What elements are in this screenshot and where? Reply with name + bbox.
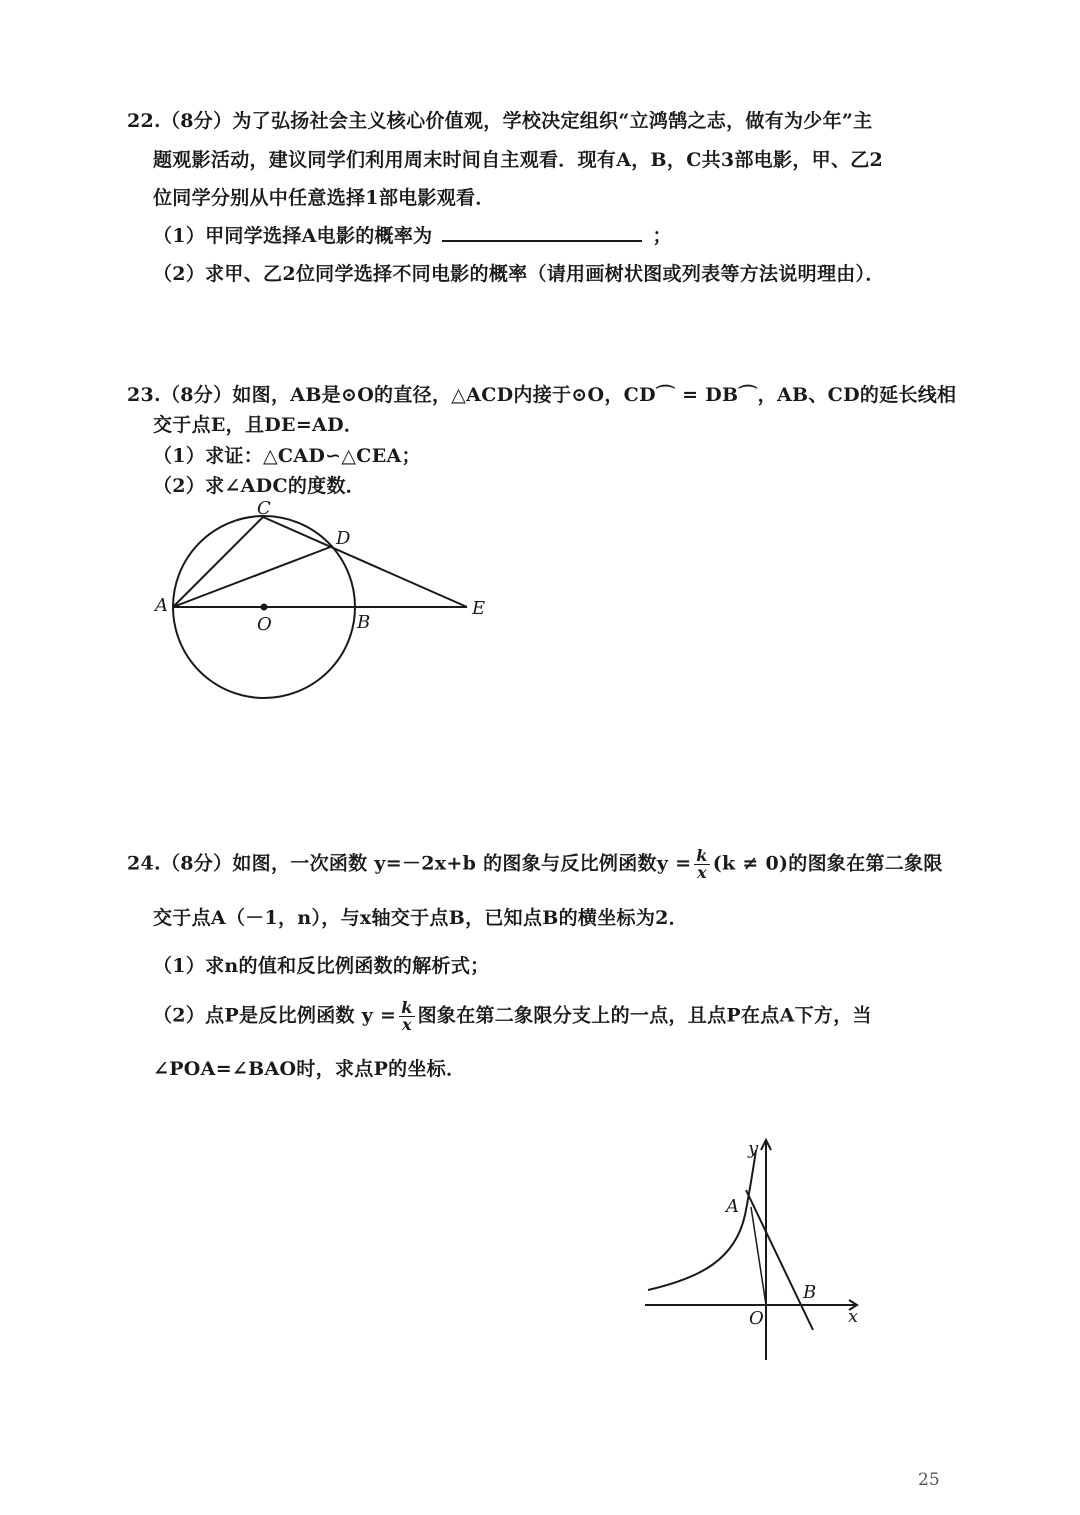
q24-line1-text: 24.（8分）如图，一次函数 y=－2x+b 的图象与反比例函数y = [127,852,692,875]
fraction-denominator: x [401,1015,412,1034]
label-b: B [357,612,371,633]
line-ac [173,517,263,607]
q24-part2-text: （2）点P是反比例函数 y = [153,1004,397,1027]
label-d: D [336,528,351,549]
label-o: O [257,614,272,635]
q23-line2: 交于点E，且DE=AD． [153,414,364,436]
q22-part2: （2）求甲、乙2位同学选择不同电影的概率（请用画树状图或列表等方法说明理由）． [153,263,885,285]
graph-label-a: A [726,1196,739,1217]
q22-line2: 题观影活动，建议同学们利用周末时间自主观看．现有A，B，C共3部电影，甲、乙2 [153,149,884,171]
q24-line5: ∠POA=∠BAO时，求点P的坐标． [153,1058,466,1080]
graph-label-y: y [748,1138,759,1159]
label-e: E [472,598,486,619]
q22-line1: 22.（8分）为了弘扬社会主义核心价值观，学校决定组织“立鸿鹄之志，做有为少年”主 [127,110,873,132]
graph-label-b: B [803,1282,817,1303]
q23-part2: （2）求∠ADC的度数． [153,475,366,497]
graph-label-x: x [848,1306,859,1327]
q24-part1: （1）求n的值和反比例函数的解析式； [153,955,490,977]
label-a: A [155,595,168,616]
page-number: 25 [918,1470,940,1490]
center-point [262,605,267,610]
label-c: C [257,498,271,519]
q22-part1-end: ； [652,225,672,247]
line-ad [173,546,333,607]
line-oa [751,1207,766,1305]
circle-figure [173,516,467,698]
q22-line3: 位同学分别从中任意选择1部电影观看． [153,187,495,209]
graph-label-o: O [749,1308,764,1329]
hyperbola-branch [648,1150,756,1290]
fraction-denominator: x [697,863,707,882]
q23-line1: 23.（8分）如图，AB是⊙O的直径，△ACD内接于⊙O，CD⌒ = DB⌒，AB、CD的延长线相 [127,384,957,406]
q22-part1-text: （1）甲同学选择A电影的概率为 [153,225,433,247]
q24-part2-end: 图象在第二象限分支上的一点，且点P在点A下方，当 [417,1004,872,1027]
fraction-numerator: k [401,998,413,1017]
q23-part1: （1）求证：△CAD∽△CEA； [153,445,421,467]
fraction-numerator: k [696,846,708,865]
q24-line2: 交于点A（－1，n），与x轴交于点B，已知点B的横坐标为2． [153,907,688,929]
q24-line1-end: (k ≠ 0)的图象在第二象限 [712,852,943,875]
